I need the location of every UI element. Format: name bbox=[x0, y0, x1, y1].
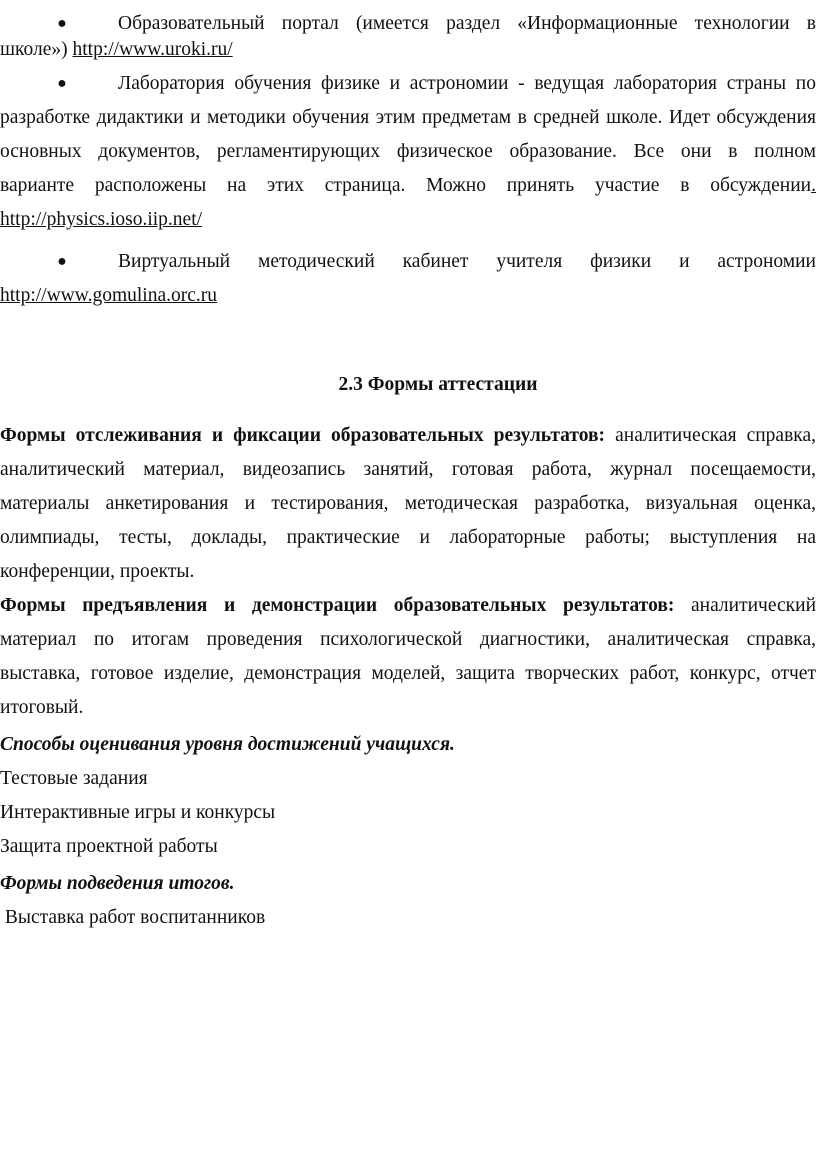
assessment-item-1: Тестовые задания bbox=[0, 768, 148, 789]
tracking-line-4: олимпиады, тесты, доклады, практические и лабораторные работы; выступления на bbox=[0, 527, 816, 548]
presentation-line-4: итоговый. bbox=[0, 697, 84, 718]
presentation-label: Формы предъявления и демонстрации образовательных результатов: bbox=[0, 595, 675, 616]
presentation-line-1-rest: аналитический bbox=[674, 595, 816, 616]
bullet-2-line-4 bbox=[0, 174, 816, 198]
bullet-2-line-1: Лаборатория обучения физике и астрономии - ведущая лаборатория страны по bbox=[118, 73, 816, 94]
bullet-2-line-4-wrap bbox=[0, 174, 816, 198]
bullet-1-text: школе») bbox=[0, 39, 73, 60]
bullet-3-line-1: Виртуальный методический кабинет учителя физики и астрономии bbox=[118, 251, 816, 272]
section-heading: 2.3 Формы аттестации bbox=[338, 373, 538, 395]
tracking-line-1 bbox=[0, 424, 816, 448]
tracking-label: Формы отслеживания и фиксации образовательных результатов: bbox=[0, 425, 606, 446]
bullet-item-2 bbox=[0, 72, 816, 96]
physics-link[interactable]: http://physics.ioso.iip.net/ bbox=[0, 209, 203, 230]
bullet-2-line-2: разработке дидактики и методики обучения этим предметам в средней школе. Идет обсуждения bbox=[0, 107, 816, 128]
bullet-2-line-5 bbox=[0, 208, 816, 232]
bullet-1-line-1: Образовательный портал (имеется раздел «Информационные технологии в bbox=[118, 13, 816, 34]
bullet-item-1 bbox=[0, 12, 816, 36]
tracking-line-5: конференции, проекты. bbox=[0, 561, 195, 582]
assessment-item-3: Защита проектной работы bbox=[0, 836, 218, 857]
bullet-2-dot-link[interactable]: . bbox=[811, 175, 816, 196]
summary-item: Выставка работ воспитанников bbox=[0, 907, 266, 928]
bullet-item-3 bbox=[0, 250, 816, 274]
bullet-1-line-2 bbox=[0, 38, 816, 62]
bullet-2-line-3: основных документов, регламентирующих физическое образование. Все они в полном bbox=[0, 141, 816, 162]
tracking-line-3: материалы анкетирования и тестирования, методическая разработка, визуальная оценка, bbox=[0, 493, 816, 514]
bullet-2-line-4-text: варианте расположены на этих страница. Можно принять участие в обсуждении bbox=[0, 175, 812, 196]
uroki-link[interactable]: http://www.uroki.ru/ bbox=[72, 39, 233, 60]
bullet-icon: ● bbox=[57, 253, 67, 270]
summary-heading: Формы подведения итогов. bbox=[0, 873, 235, 894]
gomulina-link[interactable]: http://www.gomulina.orc.ru bbox=[0, 285, 217, 306]
presentation-line-1 bbox=[0, 594, 816, 618]
assessment-heading: Способы оценивания уровня достижений учащихся. bbox=[0, 734, 455, 755]
presentation-line-3: выставка, готовое изделие, демонстрация моделей, защита творческих работ, конкурс, отчет bbox=[0, 663, 816, 684]
bullet-icon: ● bbox=[57, 15, 67, 32]
bullet-icon: ● bbox=[57, 75, 67, 92]
tracking-line-1-rest: аналитическая справка, bbox=[605, 425, 816, 446]
assessment-item-2: Интерактивные игры и конкурсы bbox=[0, 802, 276, 823]
tracking-line-2: аналитический материал, видеозапись занятий, готовая работа, журнал посещаемости, bbox=[0, 459, 816, 480]
bullet-3-line-2 bbox=[0, 284, 816, 308]
presentation-line-2: материал по итогам проведения психологической диагностики, аналитическая справка, bbox=[0, 629, 816, 650]
